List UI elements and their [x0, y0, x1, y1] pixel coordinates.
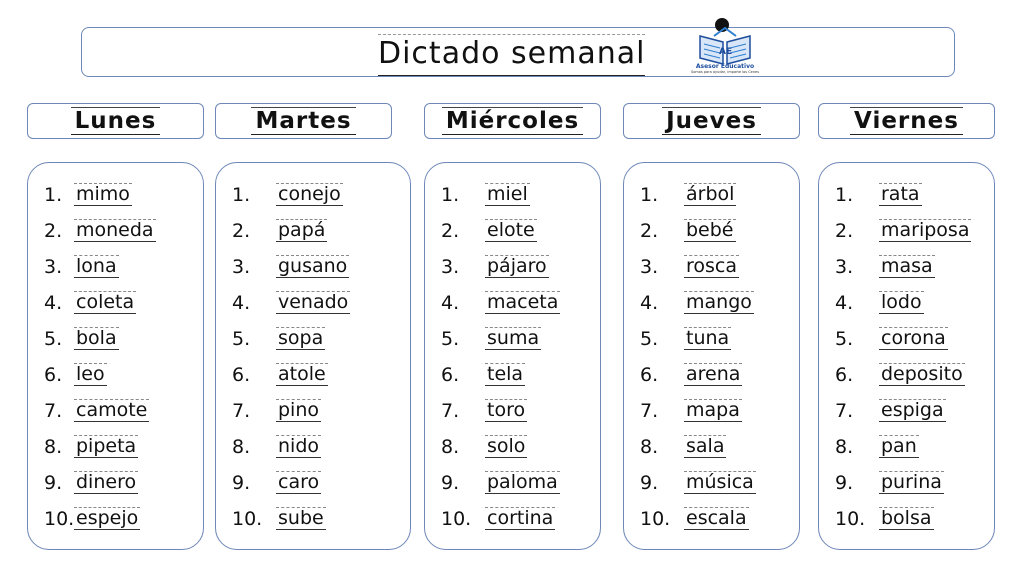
list-item [835, 470, 944, 494]
word: leo [76, 363, 105, 385]
item-number: 8. [44, 436, 63, 458]
word: toro [487, 399, 526, 421]
list-item [441, 434, 527, 458]
list-item [441, 506, 555, 530]
word: caro [278, 471, 320, 493]
item-number: 6. [441, 364, 460, 386]
item-number: 3. [44, 256, 63, 278]
word: música [686, 471, 754, 493]
word: sala [686, 435, 725, 457]
word: rosca [686, 255, 738, 277]
item-number: 2. [441, 220, 460, 242]
item-number: 5. [441, 328, 460, 350]
word: coleta [76, 291, 135, 313]
item-number: 8. [441, 436, 460, 458]
word-list-martes [215, 162, 411, 550]
word: pipeta [76, 435, 137, 457]
list-item [232, 398, 321, 422]
logo-tagline: Somos para ayudar, imparte los Cenes [690, 70, 760, 74]
list-item [835, 218, 971, 242]
word: sube [278, 507, 324, 529]
word: moneda [76, 219, 154, 241]
word-list-jueves [623, 162, 800, 550]
list-item [835, 362, 965, 386]
word: lodo [881, 291, 922, 313]
item-number: 6. [835, 364, 854, 386]
list-item [44, 326, 119, 350]
word: deposito [881, 363, 963, 385]
word: bolsa [881, 507, 932, 529]
item-number: 8. [232, 436, 251, 458]
word: purina [881, 471, 942, 493]
word: gusano [278, 255, 348, 277]
list-item [441, 362, 525, 386]
item-number: 1. [232, 184, 251, 206]
logo-initials: AE [719, 47, 733, 57]
day-name: Martes [251, 107, 355, 135]
word-list-miercoles [424, 162, 601, 550]
word: rata [881, 183, 920, 205]
item-number: 4. [232, 292, 251, 314]
word: lona [76, 255, 117, 277]
word: masa [881, 255, 933, 277]
list-item [441, 182, 530, 206]
word: árbol [686, 183, 735, 205]
word: camote [76, 399, 148, 421]
list-item [44, 182, 132, 206]
list-item [835, 290, 924, 314]
list-item [640, 434, 726, 458]
item-number: 1. [44, 184, 63, 206]
list-item [640, 362, 742, 386]
word: espiga [881, 399, 944, 421]
item-number: 8. [640, 436, 659, 458]
list-item [232, 290, 350, 314]
item-number: 10. [232, 508, 263, 530]
word: suma [487, 327, 540, 349]
item-number: 1. [835, 184, 854, 206]
item-number: 4. [640, 292, 659, 314]
day-name: Lunes [71, 107, 161, 135]
item-number: 7. [640, 400, 659, 422]
item-number: 1. [441, 184, 460, 206]
word: espejo [76, 507, 139, 529]
item-number: 5. [640, 328, 659, 350]
item-number: 2. [835, 220, 854, 242]
word: bola [76, 327, 117, 349]
day-header-miercoles [424, 103, 601, 139]
word: venado [278, 291, 349, 313]
item-number: 9. [441, 472, 460, 494]
item-number: 7. [835, 400, 854, 422]
list-item [835, 182, 922, 206]
word: miel [487, 183, 528, 205]
item-number: 9. [44, 472, 63, 494]
list-item [441, 290, 560, 314]
list-item [232, 506, 326, 530]
list-item [640, 182, 736, 206]
day-header-jueves [623, 103, 800, 139]
word: bebé [686, 219, 734, 241]
page-title: Dictado semanal [378, 34, 645, 76]
list-item [44, 362, 107, 386]
item-number: 9. [835, 472, 854, 494]
item-number: 4. [44, 292, 63, 314]
list-item [640, 218, 736, 242]
word: mariposa [881, 219, 970, 241]
word: tuna [686, 327, 730, 349]
logo-brand: Asesor Educativo [695, 63, 755, 70]
item-number: 7. [232, 400, 251, 422]
day-name: Miércoles [442, 107, 583, 135]
list-item [640, 290, 754, 314]
word-list-lunes [27, 162, 204, 550]
list-item [640, 398, 742, 422]
list-item [44, 290, 136, 314]
word: mimo [76, 183, 130, 205]
word: elote [487, 219, 535, 241]
word: pino [278, 399, 320, 421]
list-item [441, 326, 541, 350]
word-list-viernes [818, 162, 995, 550]
day-header-martes [215, 103, 392, 139]
list-item [44, 470, 138, 494]
item-number: 3. [441, 256, 460, 278]
list-item [835, 434, 919, 458]
item-number: 8. [835, 436, 854, 458]
word: cortina [487, 507, 554, 529]
list-item [44, 434, 138, 458]
list-item [640, 326, 731, 350]
list-item [232, 254, 349, 278]
item-number: 10. [640, 508, 671, 530]
item-number: 6. [640, 364, 659, 386]
item-number: 3. [232, 256, 251, 278]
word: papá [278, 219, 326, 241]
list-item [44, 254, 119, 278]
list-item [640, 254, 739, 278]
day-name: Jueves [662, 107, 761, 135]
word: pan [881, 435, 917, 457]
item-number: 2. [232, 220, 251, 242]
list-item [441, 254, 549, 278]
item-number: 9. [640, 472, 659, 494]
word: corona [881, 327, 946, 349]
item-number: 6. [232, 364, 251, 386]
item-number: 3. [835, 256, 854, 278]
list-item [44, 506, 140, 530]
item-number: 7. [441, 400, 460, 422]
item-number: 10. [835, 508, 866, 530]
day-header-viernes [818, 103, 995, 139]
list-item [441, 218, 537, 242]
item-number: 2. [640, 220, 659, 242]
word: maceta [487, 291, 559, 313]
word: escala [686, 507, 747, 529]
item-number: 10. [44, 508, 75, 530]
item-number: 6. [44, 364, 63, 386]
item-number: 1. [640, 184, 659, 206]
list-item [441, 398, 527, 422]
item-number: 5. [232, 328, 251, 350]
list-item [441, 470, 560, 494]
list-item [232, 362, 328, 386]
word: mango [686, 291, 752, 313]
word: dinero [76, 471, 137, 493]
list-item [640, 506, 749, 530]
list-item [232, 434, 321, 458]
item-number: 4. [835, 292, 854, 314]
word: tela [487, 363, 524, 385]
list-item [232, 218, 327, 242]
list-item [640, 470, 756, 494]
item-number: 5. [835, 328, 854, 350]
word: pájaro [487, 255, 547, 277]
list-item [232, 326, 325, 350]
word: solo [487, 435, 526, 457]
word: atole [278, 363, 326, 385]
day-header-lunes [27, 103, 204, 139]
list-item [835, 254, 935, 278]
item-number: 7. [44, 400, 63, 422]
word: nido [278, 435, 320, 457]
list-item [232, 470, 321, 494]
list-item [232, 182, 343, 206]
day-name: Viernes [850, 107, 963, 135]
logo [690, 18, 760, 76]
item-number: 3. [640, 256, 659, 278]
word: sopa [278, 327, 324, 349]
list-item [835, 326, 948, 350]
list-item [44, 218, 156, 242]
list-item [835, 506, 934, 530]
list-item [835, 398, 946, 422]
item-number: 4. [441, 292, 460, 314]
item-number: 5. [44, 328, 63, 350]
word: paloma [487, 471, 558, 493]
word: conejo [278, 183, 341, 205]
list-item [44, 398, 149, 422]
item-number: 2. [44, 220, 63, 242]
word: arena [686, 363, 741, 385]
item-number: 9. [232, 472, 251, 494]
word: mapa [686, 399, 740, 421]
item-number: 10. [441, 508, 472, 530]
